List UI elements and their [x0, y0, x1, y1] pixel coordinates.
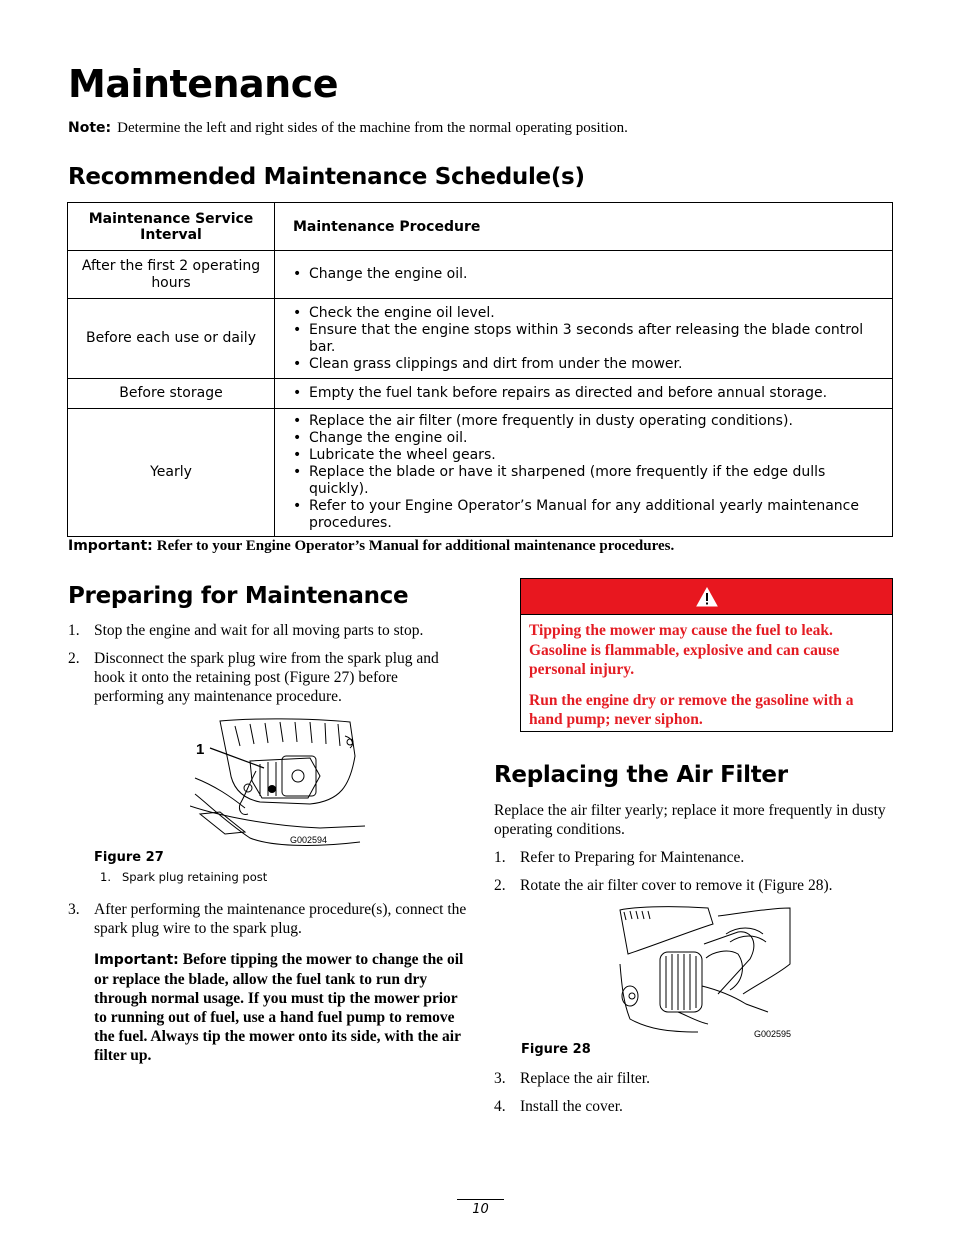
interval-cell: Before each use or daily [68, 299, 275, 379]
list-item: • Refer to your Engine Operator’s Manual for any additional yearly maintenance procedures. [293, 498, 880, 532]
column-header-procedure: Maintenance Procedure [275, 203, 893, 251]
spark-plug-illustration [190, 716, 370, 850]
list-item [494, 1097, 889, 1116]
preparing-heading: Preparing for Maintenance [68, 583, 409, 609]
figure-caption: Figure 28 [521, 1042, 591, 1057]
procedure-cell [275, 379, 893, 409]
air-filter-steps [494, 848, 889, 904]
list-item: • Ensure that the engine stops within 3 seconds after releasing the blade control bar. [293, 322, 880, 356]
procedure-cell [275, 409, 893, 537]
list-item: • Replace the air filter (more frequently in dusty operating conditions). [293, 413, 880, 430]
list-item: • Clean grass clippings and dirt from under the mower. [293, 356, 880, 373]
list-item: • Change the engine oil. [293, 266, 880, 283]
note-label: Note: [68, 120, 112, 136]
note-text: Determine the left and right sides of the machine from the normal operating position. [117, 120, 628, 136]
step-number: 2. [68, 650, 80, 667]
figure-key-number: 1. [100, 870, 111, 884]
interval-cell: Before storage [68, 379, 275, 409]
important-tipping-notice [94, 950, 466, 1065]
step-text: Replace the air filter. [520, 1070, 650, 1087]
figure-callout: 1 [196, 741, 205, 758]
step-text: After performing the maintenance procedure(s), connect the spark plug wire to the spark plug. [94, 901, 467, 937]
list-item: • Lubricate the wheel gears. [293, 447, 880, 464]
step-number: 1. [494, 849, 506, 866]
figure-caption: Figure 27 [94, 850, 164, 865]
maintenance-schedule-table [67, 202, 893, 537]
warning-box [520, 578, 893, 732]
air-filter-steps-continued [494, 1069, 889, 1125]
preparing-steps [68, 621, 468, 715]
step-number: 3. [494, 1070, 506, 1087]
list-item [68, 900, 468, 938]
warning-body [521, 615, 892, 730]
warning-header [521, 579, 892, 615]
table-header-row [68, 203, 893, 251]
important-notice [68, 538, 674, 555]
interval-cell: Yearly [68, 409, 275, 537]
table-row [68, 299, 893, 379]
list-item: • Change the engine oil. [293, 430, 880, 447]
table-row [68, 379, 893, 409]
list-item [494, 1069, 889, 1088]
important-label: Important: [94, 952, 179, 968]
important-text: Refer to your Engine Operator’s Manual for additional maintenance procedures. [156, 538, 675, 554]
list-item [68, 649, 468, 706]
list-item [494, 848, 889, 867]
warning-text: Run the engine dry or remove the gasoline with a hand pump; never siphon. [529, 691, 854, 728]
figure-key [100, 870, 267, 884]
page-title: Maintenance [68, 62, 339, 106]
step-number: 1. [68, 622, 80, 639]
list-item: • Replace the blade or have it sharpened (more frequently if the edge dulls quickly). [293, 464, 880, 498]
preparing-steps-continued [68, 900, 468, 947]
step-text: Install the cover. [520, 1098, 623, 1115]
table-row [68, 409, 893, 537]
column-header-interval: Maintenance Service Interval [68, 203, 275, 251]
schedule-heading: Recommended Maintenance Schedule(s) [68, 164, 585, 190]
table-row [68, 251, 893, 299]
figure-key-text: Spark plug retaining post [121, 870, 268, 884]
step-text: Rotate the air filter cover to remove it (Figure 28). [520, 877, 833, 894]
page-number: 10 [457, 1199, 504, 1217]
step-number: 4. [494, 1098, 506, 1115]
note [68, 120, 628, 137]
air-filter-intro: Replace the air filter yearly; replace it more frequently in dusty operating conditions. [494, 802, 886, 838]
step-number: 2. [494, 877, 506, 894]
procedure-cell [275, 299, 893, 379]
list-item: • Empty the fuel tank before repairs as directed and before annual storage. [293, 385, 880, 402]
step-text: Stop the engine and wait for all moving parts to stop. [94, 622, 424, 639]
list-item: • Check the engine oil level. [293, 305, 880, 322]
figure-code: G002594 [290, 835, 328, 845]
list-item [68, 621, 468, 640]
list-item [494, 876, 889, 895]
step-text: Refer to Preparing for Maintenance. [520, 849, 745, 866]
air-filter-illustration [618, 904, 798, 1040]
warning-text: Tipping the mower may cause the fuel to leak. Gasoline is flammable, explosive and can cause personal injury. [529, 622, 840, 678]
figure-code: G002595 [754, 1029, 792, 1039]
step-number: 3. [68, 901, 80, 918]
important-text: Before tipping the mower to change the oil or replace the blade, allow the fuel tank to run dry through normal usage. If you must tip the mower prior to running out of fuel, use a hand fuel pump to remove the fuel. Always tip the mower onto its side, with the air filter up. [94, 951, 464, 1064]
important-label: Important: [68, 538, 153, 554]
interval-cell: After the first 2 operating hours [68, 251, 275, 299]
step-text: Disconnect the spark plug wire from the spark plug and hook it onto the retaining post (Figure 27) before performing any maintenance procedure. [94, 650, 439, 705]
procedure-cell [275, 251, 893, 299]
air-filter-heading: Replacing the Air Filter [494, 762, 788, 788]
warning-triangle-icon [696, 587, 718, 607]
